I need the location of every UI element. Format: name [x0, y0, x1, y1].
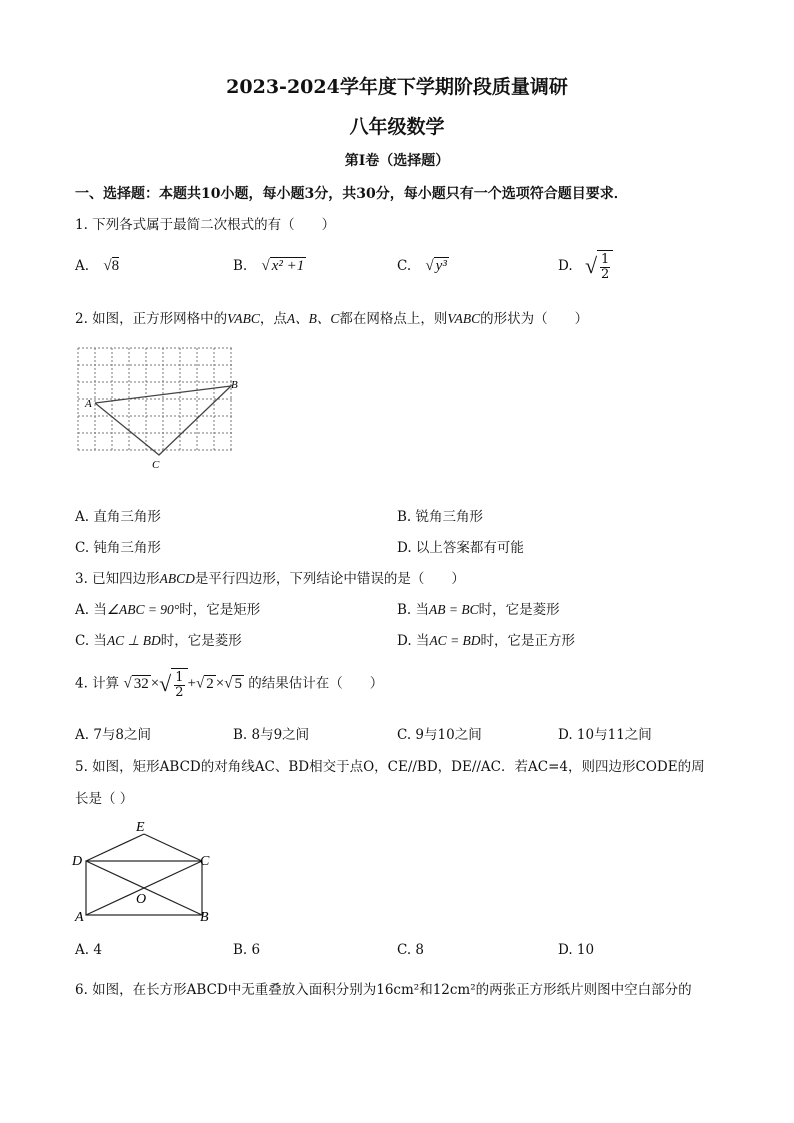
- q4-option-d: D. 10与11之间: [558, 727, 652, 743]
- radicand: y³: [435, 258, 447, 274]
- point-label-c: C: [200, 854, 210, 869]
- times-sign: ×: [215, 675, 225, 692]
- vertex-label-b: B: [231, 379, 238, 391]
- option-text: A. 当: [75, 602, 107, 618]
- times-sign: ×: [150, 675, 160, 692]
- point-label-b: B: [200, 910, 209, 925]
- option-letter: B.: [233, 258, 248, 274]
- exam-subtitle: 八年级数学: [349, 116, 445, 138]
- q1-option-d: D. √ $\frac{1}{2}$: [558, 250, 613, 282]
- stem-text: ，点: [259, 311, 287, 327]
- option-letter: A.: [75, 258, 90, 274]
- volume-label: 第Ⅰ卷（选择题）: [344, 153, 450, 169]
- option-math: AB = BC: [429, 602, 479, 617]
- vertex-label-a: A: [85, 398, 92, 410]
- option-math: ∠ABC = 90°: [106, 602, 180, 617]
- q3-option-b: [397, 598, 560, 618]
- q1-option-b: B. √ x² +1: [233, 258, 305, 274]
- question-4-stem: 4. 计算 √ 32 ×√ $\frac{1}{2}$ +√ 2 ×√ 5 的结果估计在（ ）: [75, 670, 384, 700]
- fraction-denominator: 2: [601, 267, 610, 282]
- q5-rectangle-figure: [72, 815, 222, 925]
- option-text: C. 当: [75, 633, 107, 649]
- option-letter: C.: [397, 258, 412, 274]
- q2-option-d: D. 以上答案都有可能: [397, 540, 524, 556]
- option-math: AC ⊥ BD: [106, 633, 161, 648]
- option-letter: D.: [558, 258, 573, 274]
- point-label-e: E: [136, 820, 145, 835]
- q2-option-c: C. 钝角三角形: [75, 540, 161, 556]
- grid-lines: [78, 348, 232, 450]
- stem-math: VABC: [227, 311, 260, 326]
- q5-option-b: B. 6: [233, 942, 261, 958]
- question-5-line-2: 长是（ ）: [75, 791, 134, 807]
- stem-text: 的结果估计在（ ）: [248, 675, 384, 692]
- option-text: 时，它是菱形: [478, 602, 560, 618]
- plus-sign: +: [187, 675, 196, 692]
- fraction-numerator: 1: [175, 670, 184, 685]
- exam-title: 2023-2024学年度下学期阶段质量调研: [226, 76, 568, 98]
- question-3-stem: [75, 567, 465, 587]
- radicand: 2: [206, 675, 214, 692]
- radicand: 8: [111, 258, 120, 274]
- option-text: B. 当: [397, 602, 430, 618]
- stem-text: 4. 计算: [75, 675, 120, 692]
- stem-text: 是平行四边形，下列结论中错误的是（ ）: [194, 571, 465, 587]
- q4-option-c: C. 9与10之间: [397, 727, 482, 743]
- q3-option-a: [75, 598, 260, 618]
- question-1-stem: 1. 下列各式属于最简二次根式的有（ ）: [75, 217, 336, 233]
- q5-option-c: C. 8: [397, 942, 425, 958]
- q2-option-b: B. 锐角三角形: [397, 509, 484, 525]
- question-6-stem: 6. 如图，在长方形ABCD中无重叠放入面积分别为16cm²和12cm²的两张正方形纸片则图中空白部分的: [75, 982, 692, 998]
- option-text: 时，它是正方形: [480, 633, 576, 649]
- q3-option-c: [75, 629, 242, 649]
- option-text: 时，它是矩形: [179, 602, 261, 618]
- radicand: 5: [234, 675, 242, 692]
- radicand: 32: [133, 675, 149, 692]
- option-text: 时，它是菱形: [160, 633, 242, 649]
- stem-text: 3. 已知四边形: [75, 571, 160, 587]
- q1-option-a: A. √8: [75, 258, 120, 274]
- q5-option-a: A. 4: [75, 942, 102, 958]
- option-text: D. 当: [397, 633, 430, 649]
- stem-math: VABC: [447, 311, 481, 326]
- q1-option-c: C. √ y³: [397, 258, 447, 274]
- stem-text: 2. 如图，正方形网格中的: [75, 311, 228, 327]
- fraction-denominator: 2: [175, 685, 184, 700]
- stem-math: A、B、C: [286, 311, 340, 326]
- question-2-stem: [75, 307, 588, 327]
- fraction-numerator: 1: [601, 252, 610, 267]
- stem-text: 的形状为（ ）: [480, 311, 589, 327]
- stem-math: ABCD: [159, 571, 195, 586]
- point-label-d: D: [72, 854, 83, 869]
- vertex-label-c: C: [152, 459, 160, 471]
- q5-option-d: D. 10: [558, 942, 595, 958]
- section-heading: 一、选择题：本题共10小题，每小题3分，共30分，每小题只有一个选项符合题目要求．: [75, 186, 628, 202]
- q2-grid-figure: [72, 340, 242, 471]
- point-label-a: A: [75, 910, 84, 925]
- q3-option-d: [397, 629, 575, 649]
- point-label-o: O: [136, 892, 147, 907]
- option-math: AC = BD: [429, 633, 481, 648]
- radicand: x² +1: [271, 258, 305, 274]
- q4-option-a: A. 7与8之间: [75, 727, 152, 743]
- stem-text: 都在网格点上，则: [339, 311, 448, 327]
- q4-option-b: B. 8与9之间: [233, 727, 310, 743]
- q2-option-a: A. 直角三角形: [75, 509, 161, 525]
- question-5-line-1: 5. 如图，矩形ABCD的对角线AC、BD相交于点O，CE//BD，DE//AC．若AC=4，则四边形CODE的周: [75, 759, 705, 775]
